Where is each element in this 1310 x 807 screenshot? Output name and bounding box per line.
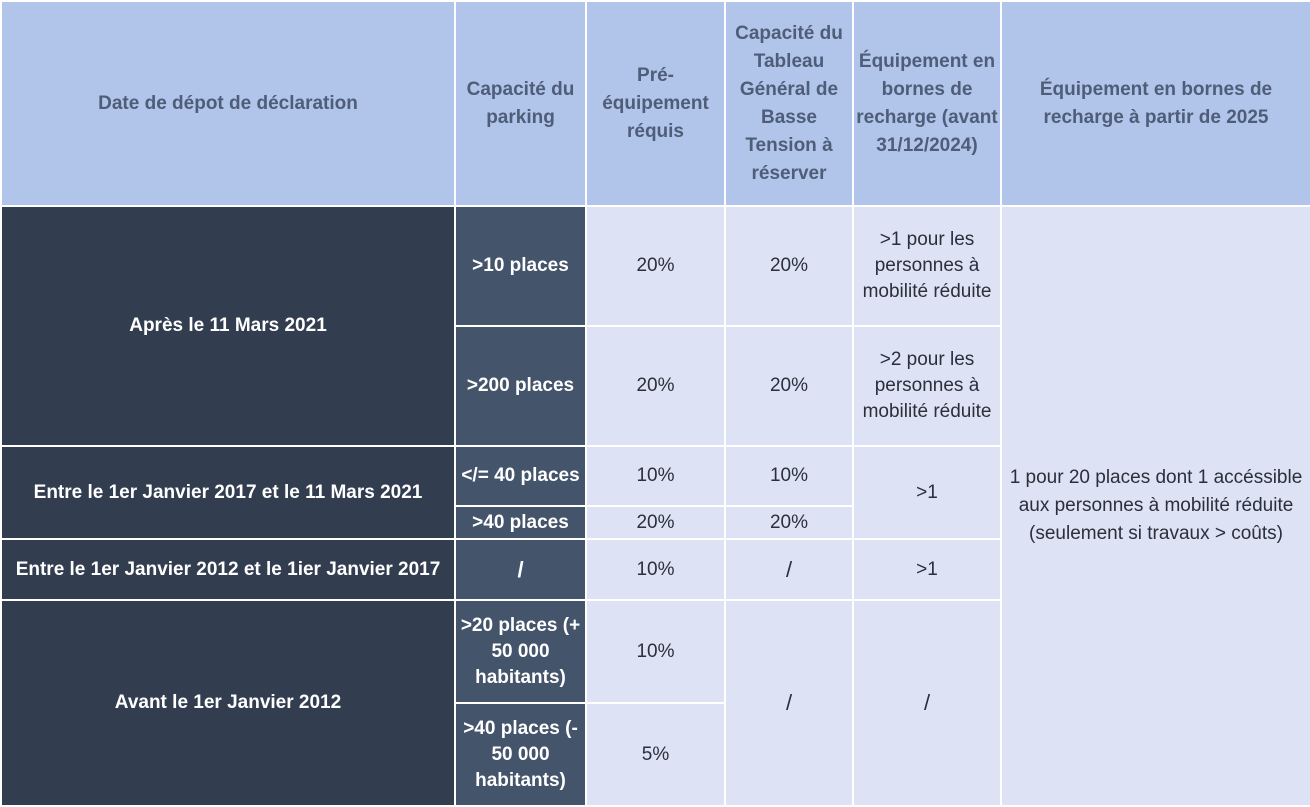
date-cell-before-2012: Avant le 1er Janvier 2012 <box>1 600 455 806</box>
capacity-cell: / <box>455 539 586 600</box>
capacity-cell: >200 places <box>455 326 586 446</box>
pre-equipment-cell: 20% <box>586 506 725 539</box>
date-cell-after-2021: Après le 11 Mars 2021 <box>1 206 455 446</box>
capacity-cell: </= 40 places <box>455 446 586 506</box>
charging-2025-cell: 1 pour 20 places dont 1 accéssible aux personnes à mobilité réduite (seulement si travaux > coûts) <box>1001 206 1310 806</box>
charging-before-cell: >1 <box>853 539 1001 600</box>
pre-equipment-cell: 10% <box>586 539 725 600</box>
header-tgbt: Capacité du Tableau Général de Basse Tension à réserver <box>725 1 853 206</box>
header-row <box>1 1 1310 206</box>
tgbt-cell: 20% <box>725 206 853 326</box>
header-capacity: Capacité du parking <box>455 1 586 206</box>
date-cell-2012-2017: Entre le 1er Janvier 2012 et le 1ier Janvier 2017 <box>1 539 455 600</box>
pre-equipment-cell: 20% <box>586 206 725 326</box>
pre-equipment-cell: 20% <box>586 326 725 446</box>
header-charging-2025: Équipement en bornes de recharge à partir de 2025 <box>1001 1 1310 206</box>
tgbt-cell: / <box>725 600 853 806</box>
charging-before-cell: >1 pour les personnes à mobilité réduite <box>853 206 1001 326</box>
pre-equipment-cell: 10% <box>586 600 725 703</box>
header-date: Date de dépot de déclaration <box>1 1 455 206</box>
capacity-cell: >20 places (+ 50 000 habitants) <box>455 600 586 703</box>
pre-equipment-cell: 10% <box>586 446 725 506</box>
table-row <box>1 206 1310 326</box>
date-cell-2017-2021: Entre le 1er Janvier 2017 et le 11 Mars 2021 <box>1 446 455 539</box>
capacity-cell: >40 places <box>455 506 586 539</box>
charging-before-cell: >1 <box>853 446 1001 539</box>
capacity-cell: >10 places <box>455 206 586 326</box>
tgbt-cell: / <box>725 539 853 600</box>
tgbt-cell: 20% <box>725 326 853 446</box>
header-pre-equipment: Pré-équipement réquis <box>586 1 725 206</box>
header-charging-before-2025: Équipement en bornes de recharge (avant 31/12/2024) <box>853 1 1001 206</box>
tgbt-cell: 20% <box>725 506 853 539</box>
charging-before-cell: >2 pour les personnes à mobilité réduite <box>853 326 1001 446</box>
charging-before-cell: / <box>853 600 1001 806</box>
pre-equipment-cell: 5% <box>586 703 725 806</box>
capacity-cell: >40 places (- 50 000 habitants) <box>455 703 586 806</box>
tgbt-cell: 10% <box>725 446 853 506</box>
